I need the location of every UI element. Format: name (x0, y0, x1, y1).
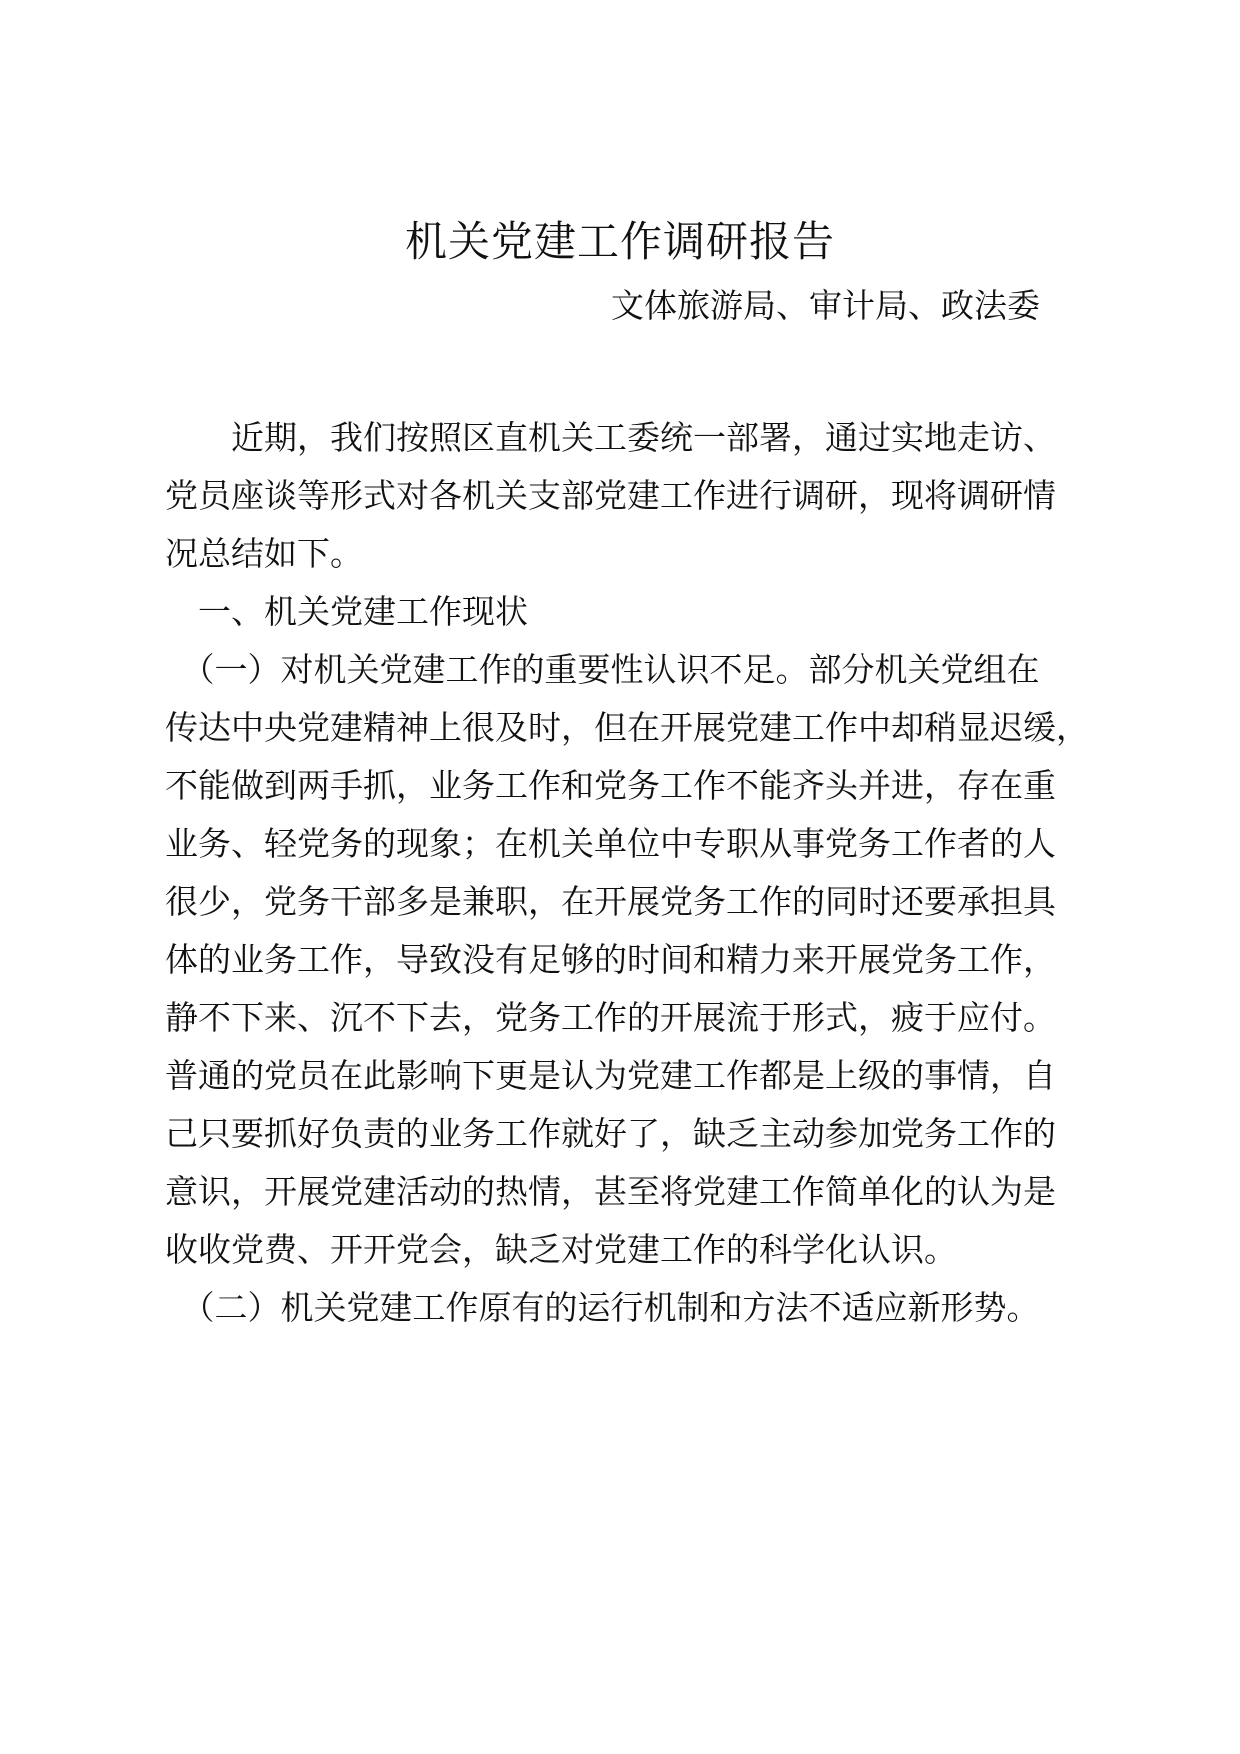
body-line: 况总结如下。 (165, 534, 363, 573)
body-line: 己只要抓好负责的业务工作就好了，缺乏主动参加党务工作的 (165, 1114, 1056, 1153)
document-title: 机关党建工作调研报告 (404, 217, 835, 266)
body-line: 意识，开展党建活动的热情，甚至将党建工作简单化的认为是 (165, 1172, 1056, 1211)
body-line: 业务、轻党务的现象；在机关单位中专职从事党务工作者的人 (165, 824, 1056, 863)
body-line: 普通的党员在此影响下更是认为党建工作都是上级的事情，自 (165, 1056, 1056, 1095)
subsection-heading: （二）机关党建工作原有的运行机制和方法不适应新形势。 (165, 1288, 1040, 1327)
body-line: 静不下来、沉不下去，党务工作的开展流于形式，疲于应付。 (165, 998, 1056, 1037)
section-heading: 一、机关党建工作现状 (165, 592, 528, 631)
body-line: 党员座谈等形式对各机关支部党建工作进行调研，现将调研情 (165, 476, 1056, 515)
body-line: 收收党费、开开党会，缺乏对党建工作的科学化认识。 (165, 1230, 957, 1269)
body-line: 体的业务工作，导致没有足够的时间和精力来开展党务工作， (165, 940, 1056, 979)
subsection-heading: （一）对机关党建工作的重要性认识不足。部分机关党组在 (165, 650, 1040, 689)
document-author: 文体旅游局、审计局、政法委 (611, 286, 1040, 325)
body-line: 传达中央党建精神上很及时，但在开展党建工作中却稍显迟缓， (165, 708, 1089, 747)
body-line: 很少，党务干部多是兼职，在开展党务工作的同时还要承担具 (165, 882, 1056, 921)
body-line: 不能做到两手抓，业务工作和党务工作不能齐头并进，存在重 (165, 766, 1056, 805)
body-line: 近期，我们按照区直机关工委统一部署，通过实地走访、 (165, 418, 1056, 457)
